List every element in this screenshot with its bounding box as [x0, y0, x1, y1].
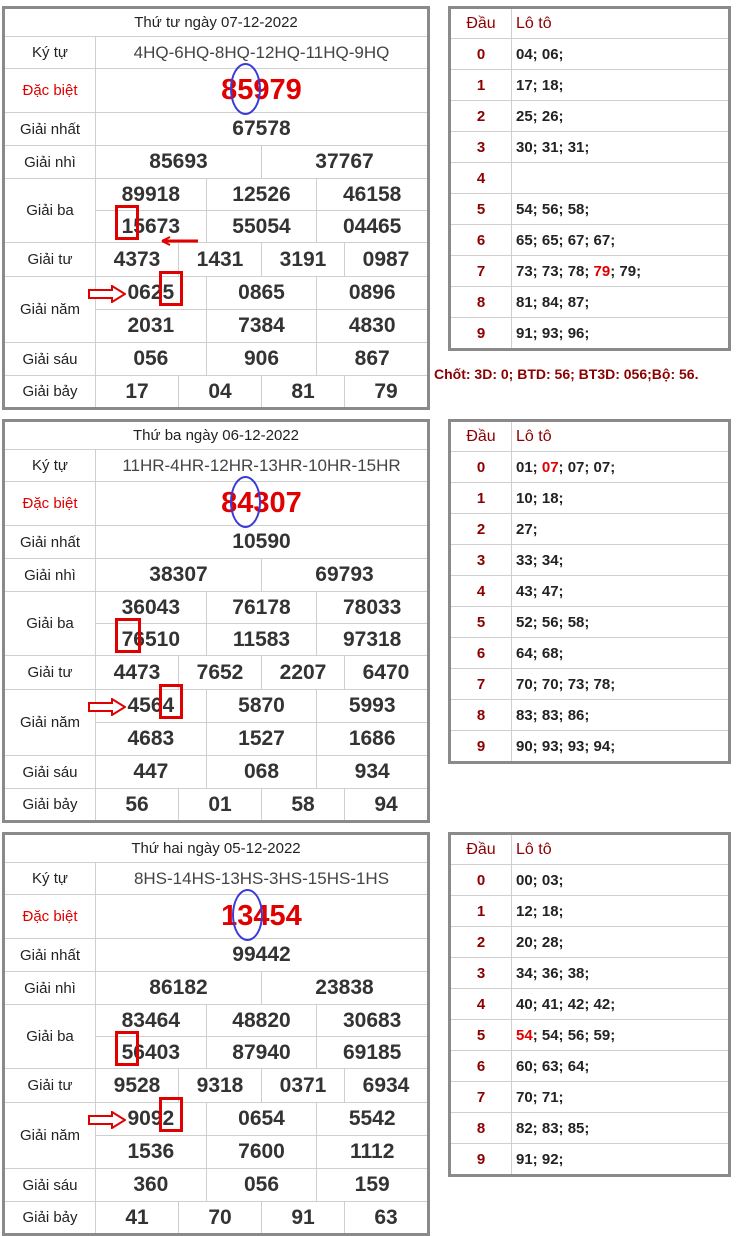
loto-header: [451, 9, 728, 38]
dau-digit: 4: [451, 989, 512, 1019]
loto-row: [451, 162, 728, 193]
dau-digit: 1: [451, 896, 512, 926]
dau-digit: 3: [451, 545, 512, 575]
loto-row: [451, 926, 728, 957]
results-table: [2, 6, 430, 410]
loto-values: [512, 958, 728, 988]
draw-date-title: Thứ tư ngày 07-12-2022: [134, 14, 298, 31]
loto-values-text: 12; 18;: [516, 902, 564, 920]
prize-row-ky-tu: [5, 862, 427, 894]
prize-number: 69793: [261, 559, 427, 591]
dau-digit: 0: [451, 452, 512, 482]
box-annotation: [115, 618, 141, 653]
loto-values-text: 70; 70; 73; 78;: [516, 675, 616, 693]
dau-digit: 9: [451, 1144, 512, 1174]
loto-values-text: ; 07; 07;: [558, 458, 616, 476]
loto-values: [512, 39, 728, 69]
loto-values: [512, 452, 728, 482]
prize-label: Giải ba: [5, 1005, 96, 1068]
prize-number: 1536: [127, 1140, 175, 1163]
loto-header-label: Lô tô: [516, 840, 552, 858]
prize-number: 63: [344, 1202, 427, 1233]
prize-number: 867: [316, 343, 427, 375]
prize-label: Đặc biệt: [5, 895, 96, 938]
loto-values-text: 27;: [516, 520, 538, 538]
loto-row: [451, 131, 728, 162]
loto-header: [451, 422, 728, 451]
prize-number: 5993: [316, 690, 427, 722]
prize-number: 79: [344, 376, 427, 407]
prize-label: Giải bảy: [5, 789, 96, 820]
prize-row-giai-sau: [5, 755, 427, 788]
prize-number: 78033: [316, 592, 427, 623]
prize-number: 5542: [316, 1103, 427, 1135]
loto-row: [451, 451, 728, 482]
loto-values: [512, 256, 728, 286]
circle-annotation: [232, 889, 263, 941]
dau-digit: 8: [451, 287, 512, 317]
prize-number: 69185: [316, 1037, 427, 1068]
loto-values-text: 04; 06;: [516, 45, 564, 63]
arrow-right-icon: [88, 698, 126, 721]
prize-label: Giải sáu: [5, 1169, 96, 1201]
prize-number: 1527: [206, 723, 317, 755]
loto-row: [451, 730, 728, 761]
loto-values: [512, 896, 728, 926]
loto-values-text: 64; 68;: [516, 644, 564, 662]
prize-label: Giải tư: [5, 656, 96, 689]
prize-number: 36043: [121, 595, 181, 619]
prize-number: 87940: [206, 1037, 317, 1068]
prize-number: 83464: [121, 1008, 181, 1032]
prize-number: 360: [133, 1173, 169, 1196]
dau-digit: 8: [451, 1113, 512, 1143]
prize-row-giai-nam: [5, 276, 427, 342]
prize-number: 4830: [316, 310, 427, 342]
prize-row-giai-bay: [5, 788, 427, 820]
prize-label: Ký tự: [5, 450, 96, 481]
dau-digit: 7: [451, 669, 512, 699]
dau-digit: 5: [451, 194, 512, 224]
loto-values: [512, 70, 728, 100]
results-table: [2, 832, 430, 1236]
prize-number: 12526: [206, 179, 317, 210]
prize-row-giai-sau: [5, 1168, 427, 1201]
prize-row-giai-nam: [5, 689, 427, 755]
loto-values: [512, 194, 728, 224]
prize-number: 056: [206, 1169, 317, 1201]
prize-number: 056: [133, 347, 169, 370]
dau-digit: 1: [451, 483, 512, 513]
loto-values: [512, 163, 728, 193]
dau-digit: 4: [451, 163, 512, 193]
box-annotation: [115, 1031, 139, 1066]
box-annotation: [159, 684, 183, 719]
prize-number: 0654: [206, 1103, 317, 1135]
prize-row-ky-tu: [5, 36, 427, 68]
prize-number: 56: [125, 792, 149, 816]
prize-row-giai-nhat: [5, 112, 427, 145]
prize-number: 4373: [113, 247, 161, 271]
loto-row: [451, 637, 728, 668]
prize-row-giai-sau: [5, 342, 427, 375]
loto-values-text: 82; 83; 85;: [516, 1119, 590, 1137]
prize-row-giai-bay: [5, 375, 427, 407]
prize-row-giai-nhat: [5, 525, 427, 558]
dau-digit: 9: [451, 318, 512, 348]
loto-values-text: 83; 83; 86;: [516, 706, 590, 724]
prize-number: 76178: [206, 592, 317, 623]
prize-number: 58: [261, 789, 344, 820]
dau-digit: 3: [451, 132, 512, 162]
prize-number: 38307: [149, 563, 208, 586]
loto-row: [451, 224, 728, 255]
loto-values-text: 30; 31; 31;: [516, 138, 590, 156]
loto-values-text: 01;: [516, 458, 542, 476]
prize-row-dac-biet: [5, 68, 427, 112]
prize-label: Giải nhất: [5, 526, 96, 558]
prize-label: Giải nhất: [5, 939, 96, 971]
prize-number: 3191: [261, 243, 344, 276]
dau-digit: 7: [451, 1082, 512, 1112]
prize-number: 46158: [316, 179, 427, 210]
loto-row: [451, 575, 728, 606]
prize-number: 7384: [206, 310, 317, 342]
dau-digit: 2: [451, 514, 512, 544]
loto-values: [512, 545, 728, 575]
dau-header: Đầu: [451, 9, 512, 38]
dau-digit: 9: [451, 731, 512, 761]
draw-date-title: Thứ ba ngày 06-12-2022: [133, 427, 299, 444]
loto-values: [512, 225, 728, 255]
loto-row: [451, 482, 728, 513]
prize-row-dac-biet: [5, 894, 427, 938]
results-table: [2, 419, 430, 823]
prize-number: 56403: [121, 1040, 181, 1064]
loto-row: [451, 988, 728, 1019]
dau-digit: 5: [451, 607, 512, 637]
loto-values-text: 17; 18;: [516, 76, 564, 94]
loto-row: [451, 193, 728, 224]
prize-number: 5870: [206, 690, 317, 722]
loto-values: [512, 638, 728, 668]
prediction-note: Chốt: 3D: 0; BTD: 56; BT3D: 056;Bộ: 56.: [434, 366, 699, 382]
loto-values: [512, 669, 728, 699]
loto-values-text: 34; 36; 38;: [516, 964, 590, 982]
prize-number: 55054: [206, 211, 317, 242]
prize-row-giai-nhi: [5, 145, 427, 178]
ky-tu-codes: 11HR-4HR-12HR-13HR-10HR-15HR: [122, 455, 401, 475]
loto-row: [451, 1050, 728, 1081]
prize-label: Giải tư: [5, 1069, 96, 1102]
prize-number: 91: [261, 1202, 344, 1233]
box-annotation: [159, 1097, 183, 1132]
prize-number: 9318: [178, 1069, 261, 1102]
prize-row-dac-biet: [5, 481, 427, 525]
prize-label: Giải ba: [5, 592, 96, 655]
loto-values-text: 91; 92;: [516, 1150, 564, 1168]
loto-row: [451, 544, 728, 575]
dau-digit: 6: [451, 638, 512, 668]
dau-digit: 3: [451, 958, 512, 988]
prize-number: 068: [206, 756, 317, 788]
loto-values-text: 54; 56; 58;: [516, 200, 590, 218]
special-prize-number: 84307: [221, 487, 302, 519]
box-annotation: [159, 271, 183, 306]
prize-label: Giải ba: [5, 179, 96, 242]
prize-number: 0896: [316, 277, 427, 309]
loto-values: [512, 989, 728, 1019]
loto-values-text: 60; 63; 64;: [516, 1057, 590, 1075]
prize-number: 6470: [344, 656, 427, 689]
prize-number: 70: [178, 1202, 261, 1233]
dau-digit: 5: [451, 1020, 512, 1050]
loto-values-text: 33; 34;: [516, 551, 564, 569]
prize-label: Giải nhì: [5, 559, 96, 591]
prize-row-giai-ba: [5, 591, 427, 655]
prize-number: 04465: [316, 211, 427, 242]
prize-label: Giải sáu: [5, 343, 96, 375]
prize-row-ky-tu: [5, 449, 427, 481]
prize-number: 0865: [206, 277, 317, 309]
loto-values-text: ; 54; 56; 59;: [532, 1026, 616, 1044]
dau-digit: 7: [451, 256, 512, 286]
loto-values: [512, 1051, 728, 1081]
prize-row-giai-nhat: [5, 938, 427, 971]
prize-label: Ký tự: [5, 37, 96, 68]
prize-number: 86182: [149, 976, 208, 999]
prize-number: 1431: [178, 243, 261, 276]
prize-number: 10590: [232, 530, 291, 553]
dau-digit: 6: [451, 1051, 512, 1081]
dau-digit: 4: [451, 576, 512, 606]
prize-label: Đặc biệt: [5, 482, 96, 525]
prize-row-giai-tu: [5, 655, 427, 689]
prize-number: 89918: [121, 182, 181, 206]
loto-values-text: 25; 26;: [516, 107, 564, 125]
loto-header: [451, 835, 728, 864]
loto-values: [512, 731, 728, 761]
loto-values: [512, 865, 728, 895]
prize-number: 0987: [344, 243, 427, 276]
loto-row: [451, 1112, 728, 1143]
loto-row: [451, 864, 728, 895]
loto-values: [512, 1113, 728, 1143]
prize-number: 01: [178, 789, 261, 820]
prize-number: 37767: [261, 146, 427, 178]
prize-row-giai-ba: [5, 178, 427, 242]
loto-row: [451, 957, 728, 988]
prize-number: 17: [125, 379, 149, 403]
ky-tu-codes: 8HS-14HS-13HS-3HS-15HS-1HS: [133, 868, 390, 888]
loto-row: [451, 286, 728, 317]
loto-values: [512, 927, 728, 957]
prize-number: 4683: [127, 727, 175, 750]
prize-number: 9092: [127, 1107, 175, 1130]
loto-values-text: 65; 65; 67; 67;: [516, 231, 616, 249]
prize-number: 906: [206, 343, 317, 375]
prize-label: Giải bảy: [5, 376, 96, 407]
prize-number: 7652: [178, 656, 261, 689]
prize-number: 67578: [232, 117, 291, 140]
loto-values-text: 91; 93; 96;: [516, 324, 590, 342]
loto-values: [512, 287, 728, 317]
prize-number: 0371: [261, 1069, 344, 1102]
prize-label: Giải nhì: [5, 972, 96, 1004]
arrow-left-icon: [160, 233, 200, 251]
prize-number: 30683: [316, 1005, 427, 1036]
prize-number: 99442: [232, 943, 291, 966]
prize-row-giai-nam: [5, 1102, 427, 1168]
loto-row: [451, 1019, 728, 1050]
dau-digit: 8: [451, 700, 512, 730]
circle-annotation: [230, 476, 261, 528]
prize-row-giai-tu: [5, 242, 427, 276]
prize-number: 447: [133, 760, 169, 783]
loto-highlight: 54: [516, 1026, 533, 1044]
prize-number: 81: [261, 376, 344, 407]
loto-values: [512, 514, 728, 544]
prize-label: Giải nhì: [5, 146, 96, 178]
loto-values: [512, 483, 728, 513]
prize-number: 934: [316, 756, 427, 788]
arrow-right-icon: [88, 285, 126, 308]
loto-row: [451, 606, 728, 637]
loto-highlight: 07: [541, 458, 559, 476]
prize-number: 1686: [316, 723, 427, 755]
loto-row: [451, 895, 728, 926]
prize-number: 4473: [113, 660, 161, 684]
loto-header-label: Lô tô: [516, 14, 552, 32]
loto-values: [512, 1020, 728, 1050]
prize-label: Ký tự: [5, 863, 96, 894]
dau-digit: 2: [451, 927, 512, 957]
prize-row-giai-tu: [5, 1068, 427, 1102]
prize-label: Giải tư: [5, 243, 96, 276]
loto-values: [512, 132, 728, 162]
prize-label: Giải năm: [5, 690, 96, 755]
loto-values-text: 20; 28;: [516, 933, 564, 951]
loto-table: [448, 419, 731, 764]
circle-annotation: [230, 63, 261, 115]
prize-number: 11583: [206, 624, 317, 655]
prize-row-giai-ba: [5, 1004, 427, 1068]
prize-row-giai-bay: [5, 1201, 427, 1233]
prize-number: 2031: [127, 314, 175, 337]
prize-number: 7600: [206, 1136, 317, 1168]
loto-row: [451, 38, 728, 69]
loto-values-text: 52; 56; 58;: [516, 613, 590, 631]
prize-number: 76510: [121, 627, 181, 651]
dau-digit: 0: [451, 865, 512, 895]
special-prize-number: 85979: [221, 74, 302, 106]
loto-table: [448, 6, 731, 351]
loto-table: [448, 832, 731, 1177]
loto-values: [512, 700, 728, 730]
loto-values: [512, 1082, 728, 1112]
loto-values-text: 73; 73; 78;: [516, 262, 594, 280]
prize-label: Giải sáu: [5, 756, 96, 788]
prize-number: 6934: [344, 1069, 427, 1102]
dau-digit: 6: [451, 225, 512, 255]
loto-row: [451, 668, 728, 699]
prize-number: 85693: [149, 150, 208, 173]
prize-number: 0625: [127, 281, 175, 304]
loto-values: [512, 318, 728, 348]
prize-label: Giải bảy: [5, 1202, 96, 1233]
prize-number: 4564: [127, 694, 175, 717]
special-prize-number: 13454: [221, 900, 302, 932]
prize-label: Giải năm: [5, 277, 96, 342]
loto-values-text: 90; 93; 93; 94;: [516, 737, 616, 755]
loto-row: [451, 513, 728, 544]
loto-row: [451, 255, 728, 286]
loto-values: [512, 607, 728, 637]
prize-row-giai-nhi: [5, 971, 427, 1004]
arrow-right-icon: [88, 1111, 126, 1134]
prize-number: 159: [316, 1169, 427, 1201]
loto-values-text: ; 79;: [610, 262, 642, 280]
loto-values-text: 40; 41; 42; 42;: [516, 995, 616, 1013]
prize-number: 2207: [261, 656, 344, 689]
prize-number: 9528: [113, 1073, 161, 1097]
loto-header-label: Lô tô: [516, 427, 552, 445]
box-annotation: [115, 205, 139, 240]
loto-values-text: 10; 18;: [516, 489, 564, 507]
loto-values: [512, 101, 728, 131]
dau-digit: 0: [451, 39, 512, 69]
loto-row: [451, 1143, 728, 1174]
prize-number: 23838: [261, 972, 427, 1004]
dau-digit: 2: [451, 101, 512, 131]
prize-number: 94: [344, 789, 427, 820]
loto-row: [451, 100, 728, 131]
loto-values-text: 43; 47;: [516, 582, 564, 600]
ky-tu-codes: 4HQ-6HQ-8HQ-12HQ-11HQ-9HQ: [133, 42, 390, 62]
loto-row: [451, 69, 728, 100]
dau-header: Đầu: [451, 422, 512, 451]
prize-number: 48820: [206, 1005, 317, 1036]
loto-values: [512, 1144, 728, 1174]
loto-values-text: 81; 84; 87;: [516, 293, 590, 311]
loto-values-text: 00; 03;: [516, 871, 564, 889]
loto-highlight: 79: [593, 262, 611, 280]
loto-values: [512, 576, 728, 606]
prize-number: 15673: [121, 214, 181, 238]
prize-number: 41: [125, 1205, 149, 1229]
prize-number: 04: [178, 376, 261, 407]
loto-row: [451, 699, 728, 730]
prize-label: Giải năm: [5, 1103, 96, 1168]
prize-row-giai-nhi: [5, 558, 427, 591]
dau-digit: 1: [451, 70, 512, 100]
loto-values-text: 70; 71;: [516, 1088, 564, 1106]
loto-row: [451, 317, 728, 348]
prize-label: Đặc biệt: [5, 69, 96, 112]
dau-header: Đầu: [451, 835, 512, 864]
loto-row: [451, 1081, 728, 1112]
prize-number: 97318: [316, 624, 427, 655]
prize-number: 1112: [316, 1136, 427, 1168]
prize-label: Giải nhất: [5, 113, 96, 145]
draw-date-title: Thứ hai ngày 05-12-2022: [131, 840, 301, 857]
